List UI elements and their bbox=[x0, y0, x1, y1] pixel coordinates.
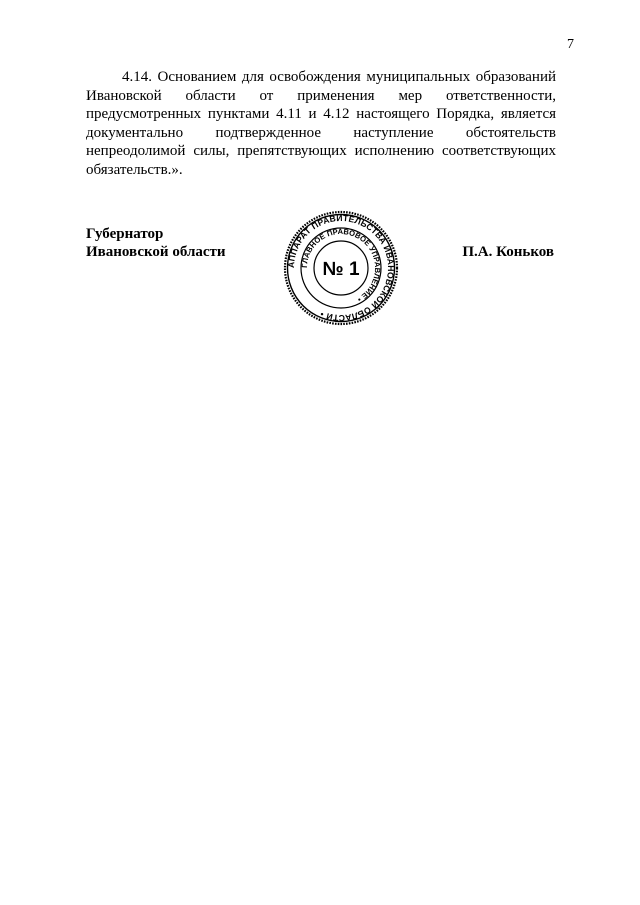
stamp-outer-text: АППАРАТ ПРАВИТЕЛЬСТВА ИВАНОВСКОЙ ОБЛАСТИ • bbox=[285, 212, 397, 324]
signature-position bbox=[86, 225, 226, 261]
body-paragraph: 4.14. Основанием для освобождения муниципальных образований Ивановской области от применения мер ответственности, предусмотренных пунктами 4.11 и 4.12 настоящего Порядка, является документально подтвержденное наступление обстоятельств непреодолимой силы, препятствующих исполнению соответствующих обязательств.». bbox=[86, 69, 556, 178]
signature-name: П.А. Коньков bbox=[462, 244, 554, 260]
official-stamp bbox=[283, 210, 399, 326]
stamp-inner-text: ГЛАВНОЕ ПРАВОВОЕ УПРАВЛЕНИЕ • bbox=[299, 226, 383, 305]
page-number: 7 bbox=[567, 37, 574, 52]
stamp-center-text: № 1 bbox=[322, 259, 360, 280]
signature-position-line1: Губернатор bbox=[86, 226, 164, 242]
stamp-seal-icon bbox=[283, 210, 399, 326]
signature-position-line2: Ивановской области bbox=[86, 244, 226, 260]
